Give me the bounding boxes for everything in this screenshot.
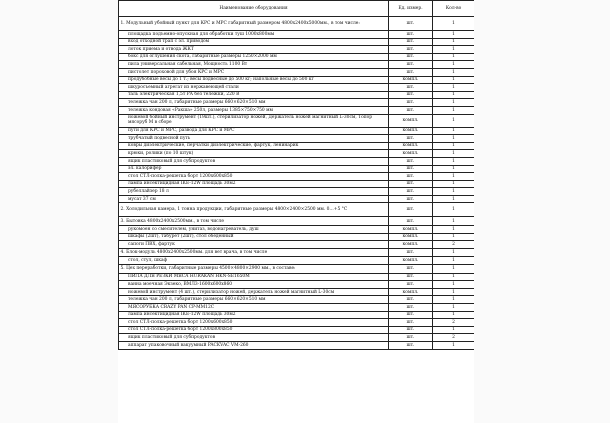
row-unit: компл. bbox=[389, 233, 433, 241]
table-row bbox=[119, 84, 475, 92]
row-name: сапоги ПВХ, фартук bbox=[119, 241, 389, 249]
row-qty: 1 bbox=[433, 257, 475, 265]
row-unit: шт. bbox=[389, 341, 433, 349]
row-unit: шт. bbox=[389, 53, 433, 61]
row-name: трубчатый подвесной путь bbox=[119, 135, 389, 143]
row-unit: компл. bbox=[389, 114, 433, 127]
table-body bbox=[119, 17, 475, 350]
row-unit: шт. bbox=[389, 334, 433, 342]
row-unit: шт. bbox=[389, 17, 433, 31]
row-unit: шт. bbox=[389, 326, 433, 334]
row-unit: компл. bbox=[389, 127, 433, 135]
row-unit: компл. bbox=[389, 288, 433, 296]
table-row bbox=[119, 319, 475, 327]
table-section-row bbox=[119, 265, 475, 274]
row-qty: 1 bbox=[433, 53, 475, 61]
row-name: тележка чан 200 л, габаритные размеры 660×620×510 мм bbox=[119, 99, 389, 107]
row-qty: 1 bbox=[433, 265, 475, 274]
table-row bbox=[119, 127, 475, 135]
table-row bbox=[119, 180, 475, 188]
row-unit: компл. bbox=[389, 257, 433, 265]
table-row bbox=[119, 311, 475, 319]
table-row bbox=[119, 61, 475, 69]
row-name: ножевой инструмент (4 шт.), стерилизатор ножей, держатель ножей магнитный L-30см bbox=[119, 288, 389, 296]
table-row bbox=[119, 46, 475, 54]
row-name: тележка чан 200 л, габаритные размеры 660×620×510 мм bbox=[119, 296, 389, 304]
row-qty: 1 bbox=[433, 188, 475, 196]
table-row bbox=[119, 257, 475, 265]
row-unit: шт. bbox=[389, 281, 433, 289]
row-qty: 1 bbox=[433, 226, 475, 234]
row-name: ящик пластиковый для субпродуктов bbox=[119, 334, 389, 342]
table-row bbox=[119, 150, 475, 158]
row-qty: 2 bbox=[433, 334, 475, 342]
row-qty: 1 bbox=[433, 68, 475, 76]
table-row bbox=[119, 241, 475, 249]
header-unit: Ед. измер. bbox=[389, 1, 433, 17]
row-unit: компл. bbox=[389, 76, 433, 84]
table-row bbox=[119, 135, 475, 143]
row-unit: шт. bbox=[389, 188, 433, 196]
row-qty: 1 bbox=[433, 135, 475, 143]
table-row bbox=[119, 188, 475, 196]
table-header-row bbox=[119, 1, 475, 17]
row-unit: шт. bbox=[389, 68, 433, 76]
row-unit: шт. bbox=[389, 319, 433, 327]
row-name: площадка подъемно-опускная для обработки туш 1000х800мм bbox=[119, 31, 389, 39]
row-name: стол, стул, шкаф bbox=[119, 257, 389, 265]
row-name: 3. Бытовка 4800х2400х2500мм., в том числе bbox=[119, 217, 389, 226]
table-row bbox=[119, 296, 475, 304]
table-row bbox=[119, 31, 475, 39]
table-row bbox=[119, 53, 475, 61]
table-row bbox=[119, 173, 475, 181]
table-row bbox=[119, 326, 475, 334]
row-qty: 1 bbox=[433, 304, 475, 312]
table-section-row bbox=[119, 217, 475, 226]
table-section-row bbox=[119, 17, 475, 31]
row-unit: шт. bbox=[389, 91, 433, 99]
row-name: пути для КРС и МРС, развода для КРС и МРС bbox=[119, 127, 389, 135]
row-unit: шт. bbox=[389, 195, 433, 203]
row-unit: шт. bbox=[389, 296, 433, 304]
row-qty: 1 bbox=[433, 31, 475, 39]
row-unit: шт. bbox=[389, 61, 433, 69]
row-qty: 1 bbox=[433, 296, 475, 304]
row-unit: шт. bbox=[389, 46, 433, 54]
row-qty: 1 bbox=[433, 127, 475, 135]
row-unit: шт. bbox=[389, 135, 433, 143]
row-unit: шт. bbox=[389, 31, 433, 39]
row-unit: шт. bbox=[389, 84, 433, 92]
row-qty: 1 bbox=[433, 91, 475, 99]
row-qty: 1 bbox=[433, 195, 475, 203]
table-row bbox=[119, 233, 475, 241]
table-row bbox=[119, 142, 475, 150]
row-unit: шт. bbox=[389, 311, 433, 319]
table-row bbox=[119, 281, 475, 289]
row-qty: 1 bbox=[433, 180, 475, 188]
row-qty: 1 bbox=[433, 217, 475, 226]
row-unit: шт. bbox=[389, 165, 433, 173]
table-row bbox=[119, 106, 475, 114]
row-unit: шт. bbox=[389, 157, 433, 165]
row-unit: шт. bbox=[389, 273, 433, 281]
row-unit: компл. bbox=[389, 226, 433, 234]
row-unit: компл. bbox=[389, 241, 433, 249]
row-name: ящик пластиковый для субпродуктов bbox=[119, 157, 389, 165]
row-name: бокс для оглушения скота, габаритные размеры 1250×2000 мм bbox=[119, 53, 389, 61]
row-name: шкуросъемный агрегат из нержавеющей стали bbox=[119, 84, 389, 92]
row-name: мусат 37 см bbox=[119, 195, 389, 203]
row-qty: 1 bbox=[433, 84, 475, 92]
table-row bbox=[119, 114, 475, 127]
row-name: стол СТЛ-полка-решетка борт 1200х800х850 bbox=[119, 326, 389, 334]
table-section-row bbox=[119, 248, 475, 257]
table-row bbox=[119, 157, 475, 165]
row-unit: шт. bbox=[389, 106, 433, 114]
row-name: продубобные весы до 1 т.; весы подвесные до 500 кг; напольные весы до 500 кг bbox=[119, 76, 389, 84]
row-unit: шт. bbox=[389, 180, 433, 188]
row-name: ножевой бойный инструмент (19шт.), стерилизатор ножей, Держатель ножей магнитный L-30см, Топор мясоруб М в сборе bbox=[119, 114, 389, 127]
row-qty: 1 bbox=[433, 38, 475, 46]
row-qty: 1 bbox=[433, 233, 475, 241]
row-name: ПИЛА ДЛЯ РЕЗКИ МЯСА HURAKAN HKN-SE1650M bbox=[119, 273, 389, 281]
row-qty: 1 bbox=[433, 76, 475, 84]
row-unit: компл. bbox=[389, 142, 433, 150]
row-qty: 1 bbox=[433, 288, 475, 296]
row-name: эл. калорифер bbox=[119, 165, 389, 173]
row-qty: 1 bbox=[433, 281, 475, 289]
row-name: МЯСОРУБКА CRAZY PAN CP-MM12C bbox=[119, 304, 389, 312]
table-row bbox=[119, 91, 475, 99]
row-qty: 1 bbox=[433, 248, 475, 257]
row-qty: 1 bbox=[433, 114, 475, 127]
table-section-row bbox=[119, 203, 475, 217]
row-qty: 1 bbox=[433, 150, 475, 158]
row-name: аппарат упаковочный вакуумный PACKVAC VM-260 bbox=[119, 341, 389, 349]
table-row bbox=[119, 273, 475, 281]
row-unit: компл. bbox=[389, 150, 433, 158]
row-qty: 1 bbox=[433, 17, 475, 31]
row-qty: 1 bbox=[433, 273, 475, 281]
table-row bbox=[119, 38, 475, 46]
row-name: тележка кондовая «Ракша» 250л, размеры 1385×750×750 мм bbox=[119, 106, 389, 114]
table-row bbox=[119, 68, 475, 76]
row-name: лоток приема и отвода ЖКТ bbox=[119, 46, 389, 54]
table-row bbox=[119, 99, 475, 107]
row-name: лампа инсектицидная IKE-12W площадь 30м2 bbox=[119, 311, 389, 319]
row-qty: 1 bbox=[433, 173, 475, 181]
table-row bbox=[119, 76, 475, 84]
row-qty: 1 bbox=[433, 157, 475, 165]
row-qty: 1 bbox=[433, 341, 475, 349]
row-qty: 1 bbox=[433, 106, 475, 114]
row-name: рукомоен со смесителем, унитаз, водонагреватель, душ bbox=[119, 226, 389, 234]
row-name: 5. Цех переработки, габаритные размеры 4500×4800×2900 мм., в составе: bbox=[119, 265, 389, 274]
row-unit: шт. bbox=[389, 217, 433, 226]
row-name: ковры диэлектрические, перчатки диэлектрические, фартук, ленинарик bbox=[119, 142, 389, 150]
row-name: крюки, ролики (по 10 штук) bbox=[119, 150, 389, 158]
row-unit: шт. bbox=[389, 173, 433, 181]
table-row bbox=[119, 334, 475, 342]
row-qty: 1 bbox=[433, 326, 475, 334]
row-name: рубеллайзер 18 л bbox=[119, 188, 389, 196]
row-qty: 1 bbox=[433, 203, 475, 217]
row-qty: 2 bbox=[433, 319, 475, 327]
table-row bbox=[119, 341, 475, 349]
row-name: лампа инсектицидная IKE-12W площадь 30м2 bbox=[119, 180, 389, 188]
table-row bbox=[119, 195, 475, 203]
row-name: пила универсальная сабельная, Мощность 1100 Вт bbox=[119, 61, 389, 69]
row-unit: шт. bbox=[389, 304, 433, 312]
row-qty: 1 bbox=[433, 46, 475, 54]
table-row bbox=[119, 304, 475, 312]
row-name: пистолет пороховой для убоя КРС и МРС bbox=[119, 68, 389, 76]
row-qty: 2 bbox=[433, 241, 475, 249]
row-unit: шт. bbox=[389, 203, 433, 217]
row-unit: шт. bbox=[389, 248, 433, 257]
document-page bbox=[118, 0, 474, 423]
row-unit: шт. bbox=[389, 38, 433, 46]
row-name: шкафы (2шт), табурет (2шт), стол обеденный bbox=[119, 233, 389, 241]
table-row bbox=[119, 226, 475, 234]
row-unit: шт. bbox=[389, 99, 433, 107]
row-qty: 1 bbox=[433, 99, 475, 107]
row-name: стол СТЛ-полка-решетка борт 1200х600х850 bbox=[119, 319, 389, 327]
row-qty: 1 bbox=[433, 311, 475, 319]
row-unit: шт. bbox=[389, 265, 433, 274]
row-name: вход отходной трап с эл. приводом bbox=[119, 38, 389, 46]
table-row bbox=[119, 288, 475, 296]
row-qty: 1 bbox=[433, 165, 475, 173]
row-name: 2. Холодильная камера, 1 тонна продукции, габаритные размеры 4800×2400×2500 мм. 0…+5 °С bbox=[119, 203, 389, 217]
row-name: таль электрическая 1,5т РА без тележки, 220 В bbox=[119, 91, 389, 99]
header-name: Наименование оборудования bbox=[119, 1, 389, 17]
header-qty: Кол-во bbox=[433, 1, 475, 17]
row-name: ванна моечная Экзеко, ВМЛ3-1600х600х860 bbox=[119, 281, 389, 289]
row-name: 1. Модульный убойный пункт для КРС и МРС габаритный размером 4800х2400х5000мм., в том числе: bbox=[119, 17, 389, 31]
row-qty: 1 bbox=[433, 61, 475, 69]
table-row bbox=[119, 165, 475, 173]
row-name: 4. Блок-модуль 4800х2400х2500мм. для вет врача, в том числе bbox=[119, 248, 389, 257]
row-qty: 1 bbox=[433, 142, 475, 150]
row-name: стол СТЛ-полка-решетка борт 1200х600х850 bbox=[119, 173, 389, 181]
equipment-table bbox=[118, 0, 474, 350]
